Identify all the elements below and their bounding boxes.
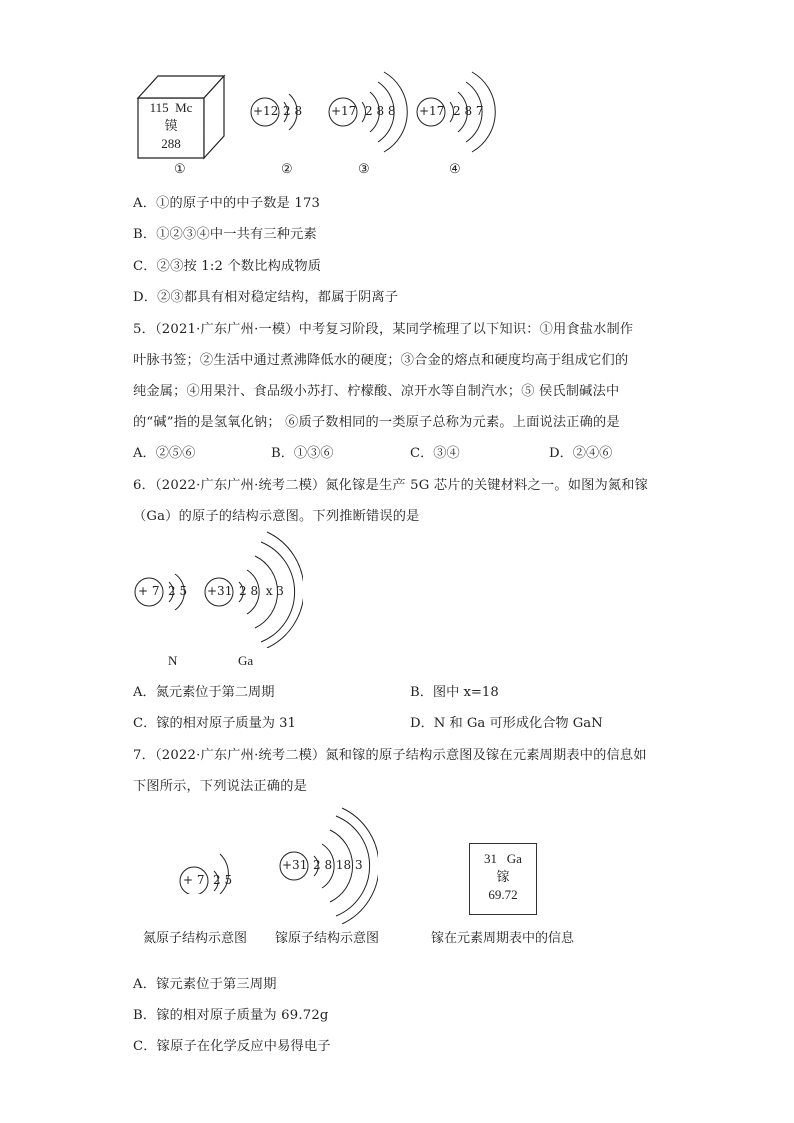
atom2-nucleus: +12 xyxy=(253,104,279,118)
atom3-shells: 2 8 8 xyxy=(365,104,396,118)
q6-option-a: A．氮元素位于第二周期 xyxy=(133,685,275,700)
q6-label-n: N xyxy=(168,653,178,668)
fig1-label-1: ① xyxy=(174,162,186,177)
cube-element-name: 镆 xyxy=(164,118,178,133)
q7-ga-nucleus: +31 xyxy=(282,858,308,872)
q7-option-a: A．镓元素位于第三周期 xyxy=(133,977,277,992)
q7-stem-line-1: 7．（2022·广东广州·统考二模）氮和镓的原子结构示意图及镓在元素周期表中的信息如 xyxy=(133,748,647,763)
atom4-nucleus: +17 xyxy=(419,104,445,118)
q6-label-ga: Ga xyxy=(238,653,254,668)
fig1-label-2: ② xyxy=(281,162,293,177)
q6-option-c: C．镓的相对原子质量为 31 xyxy=(133,716,296,731)
atom4-shells: 2 8 7 xyxy=(453,104,484,118)
q6-ga-shells: 2 8 x 3 xyxy=(239,584,284,598)
atom-diagram-2 xyxy=(248,76,318,146)
element-cube xyxy=(136,72,228,160)
fig1-label-3: ③ xyxy=(358,162,370,177)
q7-n-shells: 2 5 xyxy=(213,873,233,887)
q7-periodic-table-cell xyxy=(469,843,537,915)
q6-ga-nucleus: +31 xyxy=(207,584,233,598)
q7-gallium-atom-diagram xyxy=(278,806,378,924)
atom2-shells: 2 8 xyxy=(283,104,303,118)
fig1-label-4: ④ xyxy=(449,162,461,177)
q7-cell-atomic-mass: 69.72 xyxy=(488,887,518,902)
q7-caption-cell: 镓在元素周期表中的信息 xyxy=(431,931,575,946)
q6-nitrogen-atom-diagram xyxy=(133,570,193,620)
cube-atomic-mass: 288 xyxy=(161,136,181,151)
q6-option-d: D．N 和 Ga 可形成化合物 GaN xyxy=(410,716,603,731)
cube-number-symbol: 115 Mc xyxy=(149,100,193,115)
atom-diagram-3 xyxy=(326,64,416,154)
q4-option-b: B．①②③④中一共有三种元素 xyxy=(133,227,317,242)
q7-caption-ga: 镓原子结构示意图 xyxy=(275,931,380,946)
q6-n-nucleus: + 7 xyxy=(138,584,160,598)
q7-stem-line-2: 下图所示，下列说法正确的是 xyxy=(133,779,308,794)
q5-stem-line-2: 叶脉书签；②生活中通过煮沸降低水的硬度；③合金的熔点和硬度均高于组成它们的 xyxy=(133,353,629,368)
q5-option-d: D．②④⑥ xyxy=(549,446,613,461)
q7-nitrogen-atom-diagram xyxy=(178,844,238,894)
q7-caption-n: 氮原子结构示意图 xyxy=(143,931,248,946)
q4-option-d: D．②③都具有相对稳定结构，都属于阴离子 xyxy=(133,290,399,305)
q7-n-nucleus: + 7 xyxy=(183,873,205,887)
q7-option-c: C．镓原子在化学反应中易得电子 xyxy=(133,1039,331,1054)
q5-stem-line-3: 纯金属；④用果汁、食品级小苏打、柠檬酸、凉开水等自制汽水；⑤ 侯氏制碱法中 xyxy=(133,384,620,399)
q6-stem-line-1: 6．（2022·广东广州·统考二模）氮化镓是生产 5G 芯片的关键材料之一。如图为氮和镓 xyxy=(133,478,649,493)
q6-stem-line-2: （Ga）的原子的结构示意图。下列推断错误的是 xyxy=(133,509,420,524)
q4-option-c: C．②③按 1:2 个数比构成物质 xyxy=(133,259,322,274)
q5-stem-line-1: 5．（2021·广东广州·一模）中考复习阶段，某同学梳理了以下知识：①用食盐水制作 xyxy=(133,322,634,337)
q5-stem-line-4: 的“碱”指的是氢氧化钠； ⑥质子数相同的一类原子总称为元素。上面说法正确的是 xyxy=(133,415,620,430)
q5-option-a: A．②⑤⑥ xyxy=(133,446,196,461)
atom3-nucleus: +17 xyxy=(331,104,357,118)
atom-diagram-4 xyxy=(414,64,504,154)
q4-option-a: A．①的原子中的中子数是 173 xyxy=(133,196,321,211)
q7-cell-number-symbol: 31 Ga xyxy=(484,851,522,866)
q6-n-shells: 2 5 xyxy=(168,584,188,598)
q5-option-b: B．①③⑥ xyxy=(271,446,334,461)
q6-option-b: B．图中 x=18 xyxy=(410,685,499,700)
q5-option-c: C．③④ xyxy=(410,446,460,461)
q7-cell-element-name: 镓 xyxy=(496,869,510,884)
q7-ga-shells: 2 8 18 3 xyxy=(313,858,363,872)
q6-gallium-atom-diagram xyxy=(203,530,303,648)
q7-option-b: B．镓的相对原子质量为 69.72g xyxy=(133,1008,329,1023)
